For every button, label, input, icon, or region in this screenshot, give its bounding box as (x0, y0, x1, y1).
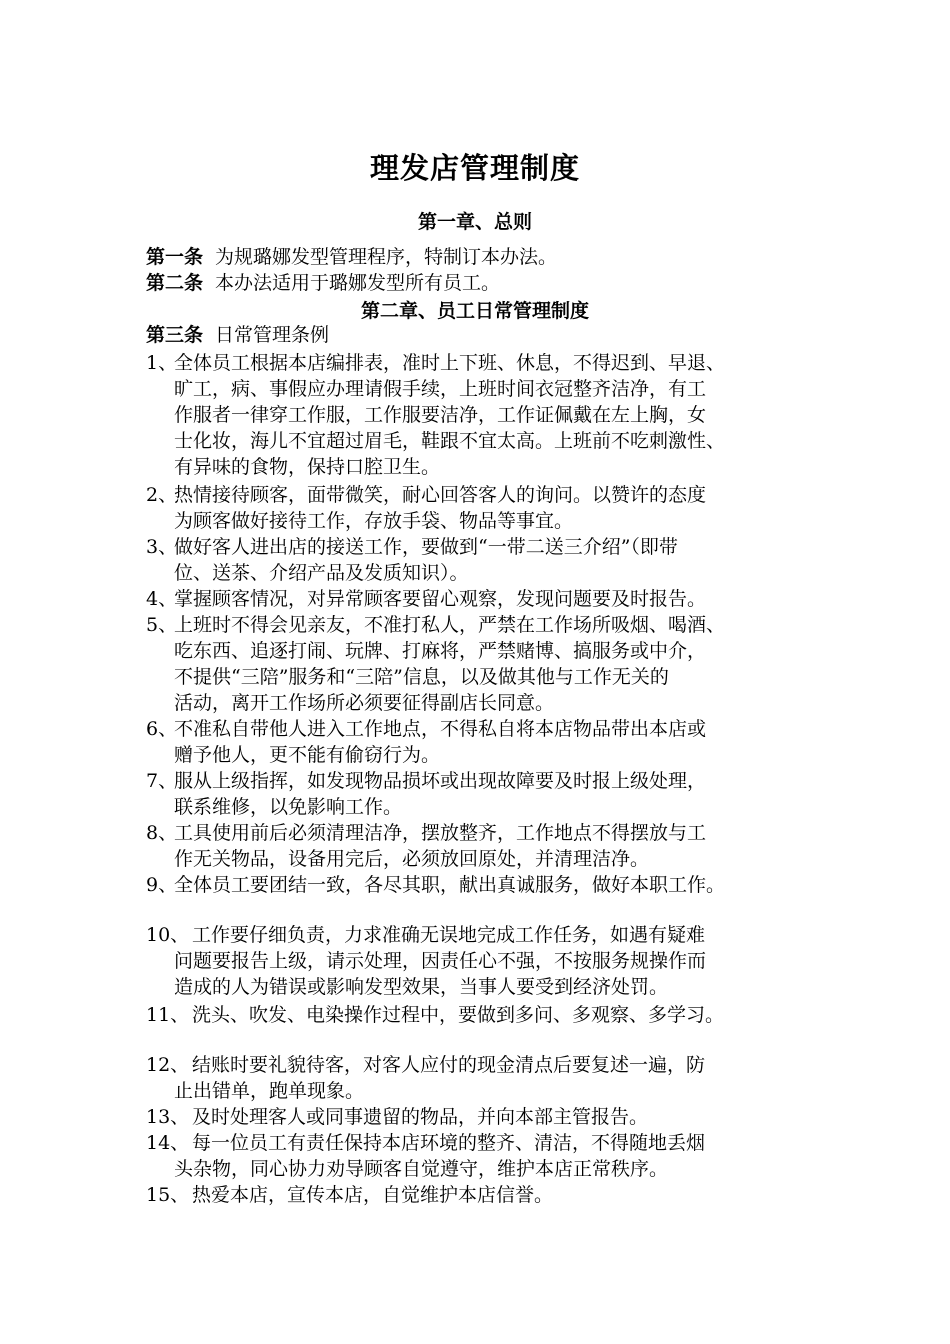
list-item-number: 8、 (146, 822, 178, 844)
list-item-text-line: 吃东西、追逐打闹、玩牌、打麻将，严禁赌博、搞服务或中介， (174, 640, 707, 662)
list-item-text-line: 结账时要礼貌待客，对客人应付的现金清点后要复述一遍，防 (192, 1054, 706, 1076)
list-item-text-line: 掌握顾客情况，对异常顾客要留心观察，发现问题要及时报告。 (174, 588, 707, 610)
article-2 (146, 270, 500, 296)
article-2-label: 第二条 (146, 272, 204, 294)
list-item-text-line: 洗头、吹发、电染操作过程中，要做到多问、多观察、多学习。 (192, 1004, 725, 1026)
list-item-text-line: 工作要仔细负责，力求准确无误地完成工作任务，如遇有疑难 (192, 924, 706, 946)
list-item-text-line: 服从上级指挥，如发现物品损坏或出现故障要及时报上级处理， (174, 770, 707, 792)
list-item-text-line: 问题要报告上级，请示处理，因责任心不强，不按服务规操作而 (174, 950, 707, 972)
list-item-number: 2、 (146, 484, 178, 506)
article-3-text: 日常管理条例 (215, 324, 330, 346)
list-item-text-line: 止出错单，跑单现象。 (174, 1080, 365, 1102)
list-item-text-line: 上班时不得会见亲友，不准打私人，严禁在工作场所吸烟、喝酒、 (174, 614, 726, 636)
list-item-number: 5、 (146, 614, 178, 636)
list-item-text-line: 联系维修，以免影响工作。 (174, 796, 403, 818)
list-item-text-line: 每一位员工有责任保持本店环境的整齐、清洁，不得随地丢烟 (192, 1132, 706, 1154)
list-item-text-line: 热情接待顾客，面带微笑，耐心回答客人的询问。以赞许的态度 (174, 484, 707, 506)
document-title: 理发店管理制度 (369, 151, 580, 185)
list-item-text-line: 活动，离开工作场所必须要征得副店长同意。 (174, 692, 555, 714)
list-item-text-line: 工具使用前后必须清理洁净，摆放整齐，工作地点不得摆放与工 (174, 822, 707, 844)
list-item-number: 1、 (146, 352, 178, 374)
list-item-number: 12、 (146, 1054, 190, 1076)
article-1-text: 为规璐娜发型管理程序，特制订本办法。 (215, 246, 558, 268)
chapter-2-heading: 第二章、员工日常管理制度 (360, 300, 589, 322)
article-3-label: 第三条 (146, 324, 204, 346)
list-item-text-line: 做好客人进出店的接送工作，要做到“一带二送三介绍”（即带 (174, 536, 678, 558)
list-item-text-line: 全体员工要团结一致，各尽其职，献出真诚服务，做好本职工作。 (174, 874, 726, 896)
list-item-number: 9、 (146, 874, 178, 896)
list-item-number: 4、 (146, 588, 178, 610)
list-item-number: 10、 (146, 924, 190, 946)
list-item-number: 13、 (146, 1106, 190, 1128)
article-2-text: 本办法适用于璐娜发型所有员工。 (215, 272, 501, 294)
article-1 (146, 244, 557, 270)
list-item-text-line: 士化妆，海儿不宜超过眉毛，鞋跟不宜太高。上班前不吃刺激性、 (174, 430, 726, 452)
list-item-number: 11、 (146, 1004, 190, 1026)
list-item-number: 7、 (146, 770, 178, 792)
list-item-text-line: 造成的人为错误或影响发型效果，当事人要受到经济处罚。 (174, 976, 669, 998)
chapter-1-heading: 第一章、总则 (417, 211, 532, 233)
article-3 (146, 322, 329, 348)
list-item-text-line: 作无关物品，设备用完后，必须放回原处，并清理洁净。 (174, 848, 650, 870)
list-item-text-line: 及时处理客人或同事遗留的物品，并向本部主管报告。 (192, 1106, 649, 1128)
list-item-text-line: 作服者一律穿工作服，工作服要洁净，工作证佩戴在左上胸，女 (174, 404, 707, 426)
list-item-number: 3、 (146, 536, 178, 558)
list-item-text-line: 不准私自带他人进入工作地点，不得私自将本店物品带出本店或 (174, 718, 707, 740)
list-item-text-line: 位、送茶、介绍产品及发质知识）。 (174, 562, 469, 584)
list-item-text-line: 赠予他人，更不能有偷窃行为。 (174, 744, 441, 766)
list-item-text-line: 为顾客做好接待工作，存放手袋、物品等事宜。 (174, 510, 574, 532)
list-item-number: 15、 (146, 1184, 190, 1206)
list-item-text-line: 头杂物，同心协力劝导顾客自觉遵守，维护本店正常秩序。 (174, 1158, 669, 1180)
list-item-text-line: 旷工，病、事假应办理请假手续，上班时间衣冠整齐洁净，有工 (174, 378, 707, 400)
list-item-number: 14、 (146, 1132, 190, 1154)
list-item-text-line: 热爱本店，宣传本店，自觉维护本店信誉。 (192, 1184, 554, 1206)
article-1-label: 第一条 (146, 246, 204, 268)
list-item-text-line: 不提供“三陪”服务和“三陪”信息，以及做其他与工作无关的 (174, 666, 669, 688)
list-item-text-line: 全体员工根据本店编排表，准时上下班、休息，不得迟到、早退、 (174, 352, 726, 374)
list-item-text-line: 有异味的食物，保持口腔卫生。 (174, 456, 441, 478)
list-item-number: 6、 (146, 718, 178, 740)
